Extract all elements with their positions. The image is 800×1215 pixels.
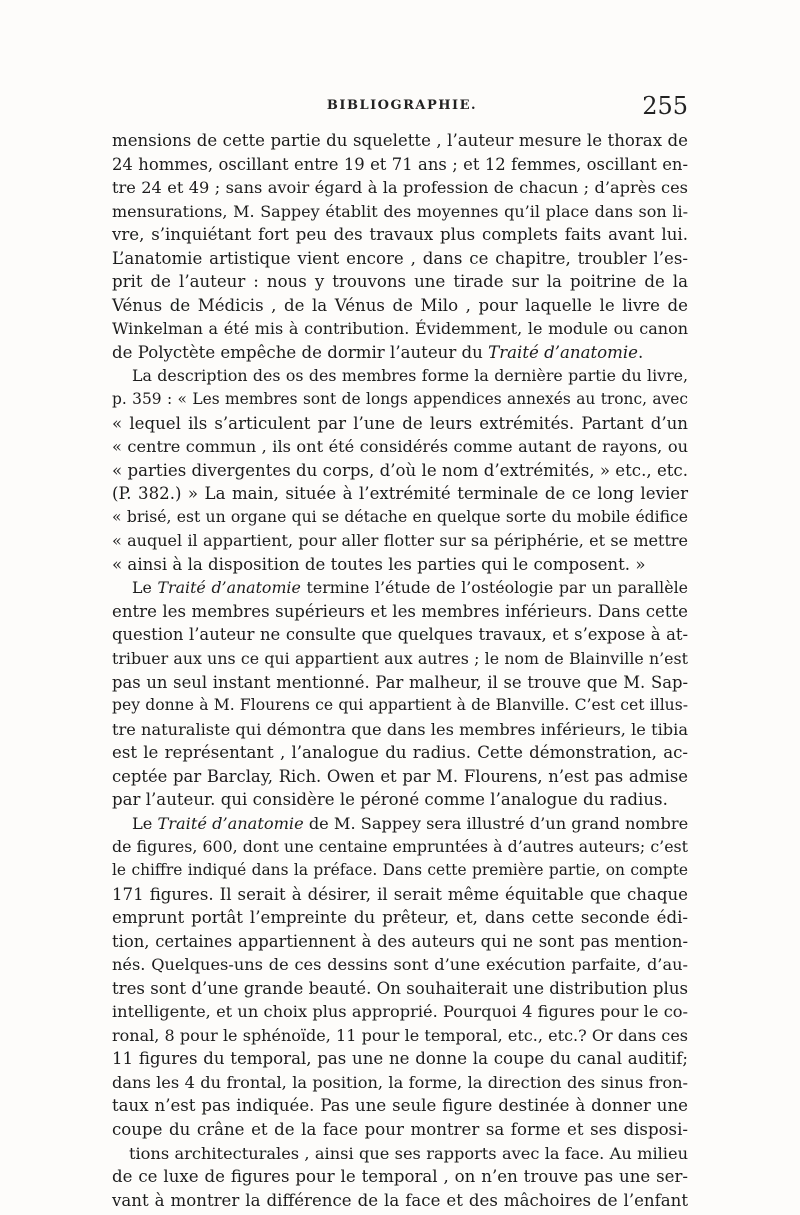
text-line: « centre commun , ils ont été considérés comme autant de rayons, ou <box>112 437 688 457</box>
text-line: « parties divergentes du corps, d’où le nom d’extrémités, » etc., etc. <box>112 460 688 480</box>
text-line: pey donne à M. Flourens ce qui appartient à de Blanville. C’est cet illus- <box>112 696 688 715</box>
text-line: vant à montrer la différence de la face et des mâchoires de l’enfant <box>112 1190 688 1210</box>
text-line: L’anatomie artistique vient encore , dans ce chapitre, troubler l’es- <box>112 248 688 268</box>
book-title-italic: Traité d’anatomie <box>488 342 638 362</box>
text-line: de Polyctète empêche de dormir l’auteur du Traité d’anatomie. <box>112 342 644 362</box>
text-line: ronal, 8 pour le sphénoïde, 11 pour le temporal, etc., etc.? Or dans ces <box>112 1025 688 1045</box>
text-line: entre les membres supérieurs et les membres inférieurs. Dans cette <box>112 601 688 621</box>
body-text <box>112 129 688 1212</box>
text-line: prit de l’auteur : nous y trouvons une tirade sur la poitrine de la <box>112 272 688 292</box>
text-line: tribuer aux uns ce qui appartient aux autres ; le nom de Blainville n’est <box>112 649 688 669</box>
text-line: tion, certaines appartiennent à des auteurs qui ne sont pas mention- <box>112 931 688 951</box>
text-line: dans les 4 du frontal, la position, la forme, la direction des sinus fron- <box>112 1072 688 1092</box>
text-line: « brisé, est un organe qui se détache en quelque sorte du mobile édifice <box>112 507 688 526</box>
page-header <box>116 92 688 128</box>
text-line: p. 359 : « Les membres sont de longs appendices annexés au tronc, avec <box>112 390 688 409</box>
text-line: 171 figures. Il serait à désirer, il serait même équitable que chaque <box>112 884 688 904</box>
text-line: tre 24 et 49 ; sans avoir égard à la profession de chacun ; d’après ces <box>112 178 688 198</box>
text-line: est le représentant , l’analogue du radius. Cette démonstration, ac- <box>112 743 688 763</box>
text-line: par l’auteur. qui considère le péroné comme l’analogue du radius. <box>112 790 668 810</box>
text-line: pas un seul instant mentionné. Par malheur, il se trouve que M. Sap- <box>112 672 688 692</box>
book-title-italic: Traité d’anatomie <box>157 578 301 598</box>
text-line: Vénus de Médicis , de la Vénus de Milo , pour laquelle le livre de <box>112 295 688 315</box>
text-line: Le Traité d’anatomie de M. Sappey sera illustré d’un grand nombre <box>132 813 689 833</box>
running-title: BIBLIOGRAPHIE. <box>326 98 478 113</box>
text-line: (P. 382.) » La main, située à l’extrémité terminale de ce long levier <box>112 484 688 504</box>
text-line: mensions de cette partie du squelette , l’auteur mesure le thorax de <box>112 131 688 150</box>
text-line: tre naturaliste qui démontra que dans les membres inférieurs, le tibia <box>112 719 688 739</box>
text-line: vre, s’inquiétant fort peu des travaux plus complets faits avant lui. <box>112 225 688 245</box>
text-line: de figures, 600, dont une centaine empruntées à d’autres auteurs; c’est <box>112 837 688 857</box>
text-line: tions architecturales , ainsi que ses rapports avec la face. Au milieu <box>129 1143 688 1163</box>
text-line: La description des os des membres forme la dernière partie du livre, <box>132 366 688 386</box>
text-line: 24 hommes, oscillant entre 19 et 71 ans ; et 12 femmes, oscillant en- <box>112 154 688 174</box>
text-line: « auquel il appartient, pour aller flotter sur sa périphérie, et se mettre <box>112 531 688 551</box>
text-line: « lequel ils s’articulent par l’une de leurs extrémités. Partant d’un <box>112 413 688 433</box>
text-line: ceptée par Barclay, Rich. Owen et par M. Flourens, n’est pas admise <box>112 766 688 786</box>
text-line: Winkelman a été mis à contribution. Évidemment, le module ou canon <box>112 319 688 339</box>
text-line: « ainsi à la disposition de toutes les parties qui le composent. » <box>112 554 646 574</box>
text-line: question l’auteur ne consulte que quelques travaux, et s’expose à at- <box>112 625 688 645</box>
text-line: 11 figures du temporal, pas une ne donne la coupe du canal auditif; <box>112 1049 688 1069</box>
text-line: intelligente, et un choix plus approprié. Pourquoi 4 figures pour le co- <box>112 1002 688 1022</box>
text-line: emprunt portât l’empreinte du prêteur, et, dans cette seconde édi- <box>112 908 688 928</box>
text-line: nés. Quelques-uns de ces dessins sont d’une exécution parfaite, d’au- <box>112 955 688 975</box>
text-line: mensurations, M. Sappey établit des moyennes qu’il place dans son li- <box>112 201 688 221</box>
page-number: 255 <box>642 92 688 120</box>
text-line: Le Traité d’anatomie termine l’étude de l’ostéologie par un parallèle <box>132 578 688 598</box>
text-line: le chiffre indiqué dans la préface. Dans cette première partie, on compte <box>112 860 688 879</box>
text-line: de ce luxe de figures pour le temporal , on n’en trouve pas une ser- <box>112 1167 688 1187</box>
text-line: coupe du crâne et de la face pour montrer sa forme et ses disposi- <box>112 1119 688 1139</box>
text-line: taux n’est pas indiquée. Pas une seule figure destinée à donner une <box>112 1096 688 1116</box>
book-title-italic: Traité d’anatomie <box>157 813 304 833</box>
text-line: tres sont d’une grande beauté. On souhaiterait une distribution plus <box>112 978 689 998</box>
